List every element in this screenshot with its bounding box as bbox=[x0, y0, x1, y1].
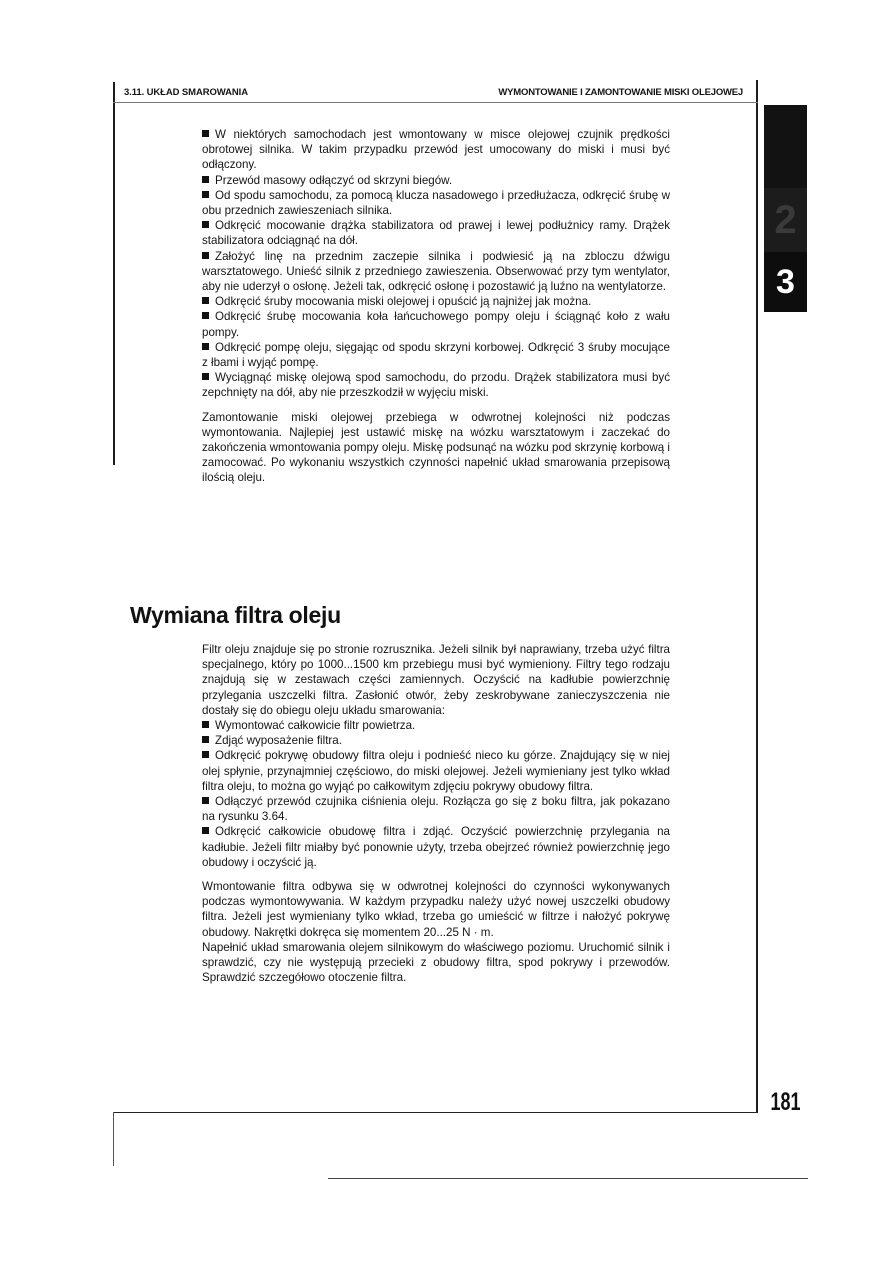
body-paragraph: Napełnić układ smarowania olejem silnikowym do właściwego poziomu. Uruchomić silnik i sprawdzić, czy nie występują przecieki z obudowy filtra, spod pokrywy i przewodów. Sprawdzić szczegółowo otoczenie filtra. bbox=[202, 940, 670, 985]
list-item: Odkręcić śruby mocowania miski olejowej i opuścić ją najniżej jak można. bbox=[202, 294, 670, 309]
bullet-square-icon bbox=[202, 252, 209, 259]
list-item: Odłączyć przewód czujnika ciśnienia oleju. Rozłącza go się z boku filtra, jak pokazano na rysunku 3.64. bbox=[202, 795, 670, 824]
bullet-square-icon bbox=[202, 373, 209, 380]
bullet-square-icon bbox=[202, 797, 209, 804]
chapter-tab-2: 2 bbox=[764, 188, 807, 252]
list-item: Założyć linę na przednim zaczepie silnika i podwiesić ją na zbloczu dźwigu warsztatowego. Unieść silnik z przedniego zawieszenia. Obserwować przy tym wentylator, aby nie uderzył o osłonę. Jeżeli tak, odkręcić osłonę i pozostawić ją luźno na wentylatorze. bbox=[202, 249, 670, 294]
bullet-square-icon bbox=[202, 130, 209, 137]
bullet-square-icon bbox=[202, 827, 209, 834]
section-removal bbox=[202, 127, 670, 486]
bullet-square-icon bbox=[202, 221, 209, 228]
chapter-tab-1 bbox=[764, 105, 807, 188]
footer-rule bbox=[113, 1112, 758, 1113]
list-item: Odkręcić śrubę mocowania koła łańcuchowego pompy oleju i ściągnąć koło z wału pompy. bbox=[202, 310, 670, 339]
header-rule bbox=[113, 102, 758, 103]
page-bottom-rule bbox=[328, 1178, 808, 1179]
bullet-square-icon bbox=[202, 736, 209, 743]
body-paragraph: Wmontowanie filtra odbywa się w odwrotnej kolejności do czynności wykonywanych podczas wymontowywania. W każdym przypadku należy użyć nowej uszczelki obudowy filtra. Jeżeli jest wymieniany tylko wkład, trzeba go umieścić w filtrze i nałożyć pokrywę obudowy. Nakrętki dokręca się momentem 20...25 N · m. bbox=[202, 880, 670, 939]
footer-mark-rule bbox=[113, 1112, 114, 1166]
right-margin-rule bbox=[756, 80, 758, 1112]
bullet-square-icon bbox=[202, 343, 209, 350]
list-item: Zdjąć wyposażenie filtra. bbox=[202, 733, 670, 748]
bullet-square-icon bbox=[202, 721, 209, 728]
list-item: Odkręcić pompę oleju, sięgając od spodu skrzyni korbowej. Odkręcić 3 śruby mocujące z łbami i wyjąć pompę. bbox=[202, 340, 670, 370]
list-item: Odkręcić mocowanie drążka stabilizatora od prawej i lewej podłużnicy ramy. Drążek stabilizatora odciągnąć na dół. bbox=[202, 219, 670, 248]
bullet-square-icon bbox=[202, 751, 209, 758]
bullet-square-icon bbox=[202, 191, 209, 198]
list-item: Wymontować całkowicie filtr powietrza. bbox=[202, 718, 670, 733]
list-item: W niektórych samochodach jest wmontowany w miscе olejowej czujnik prędkości obrotowej silnika. W takim przypadku przewód jest umocowany do miski i musi być odłączony. bbox=[202, 128, 670, 172]
header-right: WYMONTOWANIE I ZAMONTOWANIE MISKI OLEJOWEJ bbox=[498, 87, 743, 98]
page-number: 181 bbox=[770, 1088, 801, 1116]
list-item: Wyciągnąć miskę olejową spod samochodu, do przodu. Drążek stabilizatora musi być zepchnięty na dół, aby nie przeszkodził w wyjęciu miski. bbox=[202, 371, 670, 400]
body-paragraph: Filtr oleju znajduje się po stronie rozrusznika. Jeżeli silnik był naprawiany, trzeba użyć filtra specjalnego, który po 1000...1500 km przebiegu musi być wymieniony. Filtry tego rodzaju znajdują się w zestawach części zamiennych. Oczyścić na kadłubie powierzchnię przylegania uszczelki filtra. Zasłonić otwór, żeby zeskrobywane zanieczyszczenia nie dostały się do obiegu oleju układu smarowania: bbox=[202, 643, 670, 717]
section-oil-filter bbox=[202, 642, 670, 985]
chapter-tab-3: 3 bbox=[764, 252, 807, 312]
body-paragraph: Zamontowanie miski olejowej przebiega w odwrotnej kolejności niż podczas wymontowania. Najlepiej jest ustawić miskę na wózku warsztatowym i zaczekać do zakończenia wmontowania pompy oleju. Miskę podsunąć na wózku pod skrzynię korbową i zamocować. Po wykonaniu wszystkich czynności napełnić układ smarowania przepisową ilością oleju. bbox=[202, 410, 670, 485]
left-margin-rule bbox=[113, 82, 115, 465]
section-heading: Wymiana filtra oleju bbox=[130, 602, 341, 628]
list-item: Odkręcić całkowicie obudowę filtra i zdjąć. Oczyścić powierzchnię przylegania na kadłubie. Jeżeli filtr miałby być ponownie użyty, trzeba obejrzeć również powierzchnię jego obudowy i oczyścić ją. bbox=[202, 825, 670, 869]
bullet-square-icon bbox=[202, 297, 209, 304]
bullet-square-icon bbox=[202, 176, 209, 183]
list-item: Przewód masowy odłączyć od skrzyni biegów. bbox=[202, 173, 670, 188]
bullet-square-icon bbox=[202, 312, 209, 319]
header-left: 3.11. UKŁAD SMAROWANIA bbox=[124, 87, 248, 98]
list-item: Odkręcić pokrywę obudowy filtra oleju i podnieść nieco ku górze. Znajdujący się w niej olej spłynie, przynajmniej częściowo, do miski olejowej. Jeżeli wymieniany jest tylko wkład filtra oleju, to można go wyjąć po całkowitym zdjęciu pokrywy obudowy filtra. bbox=[202, 749, 670, 793]
list-item: Od spodu samochodu, za pomocą klucza nasadowego i przedłużacza, odkręcić śrubę w obu przednich zawieszeniach silnika. bbox=[202, 188, 670, 218]
